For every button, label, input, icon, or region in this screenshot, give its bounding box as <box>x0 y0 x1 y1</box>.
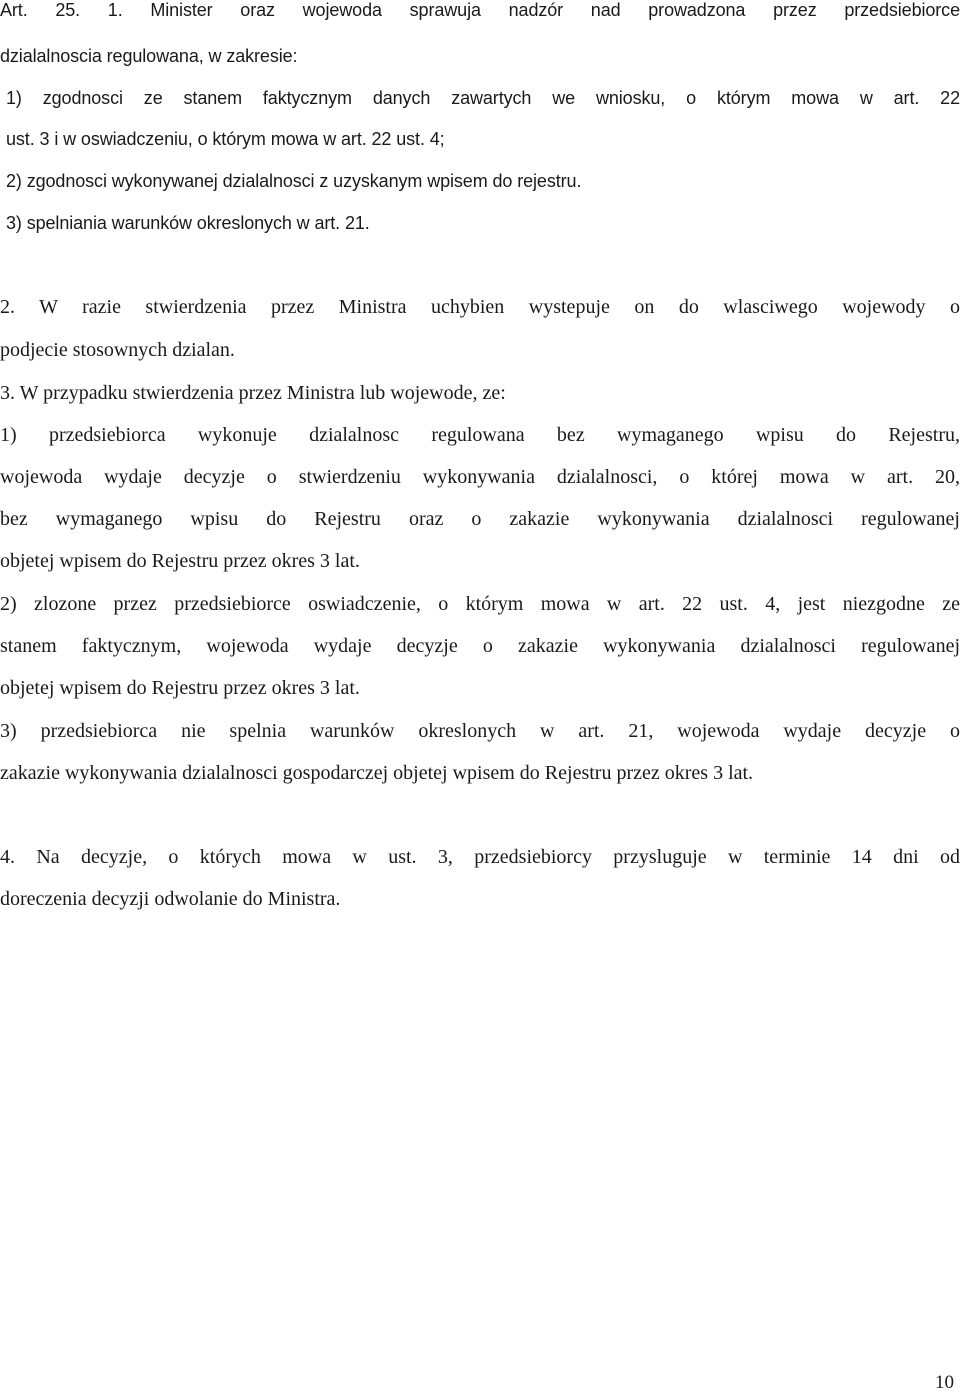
section-2-line-1: 2. W razie stwierdzenia przez Ministra uchybien wystepuje on do wlasciwego wojewody o <box>0 296 960 318</box>
section-3-point-1-line-2: wojewoda wydaje decyzje o stwierdzeniu wykonywania dzialalnosci, o której mowa w art. 20, <box>0 466 960 488</box>
section-3-intro: 3. W przypadku stwierdzenia przez Ministra lub wojewode, ze: <box>0 382 506 404</box>
section-4-line-1: 4. Na decyzje, o których mowa w ust. 3, przedsiebiorcy przysluguje w terminie 14 dni od <box>0 846 960 868</box>
section-3-point-1-line-1: 1) przedsiebiorca wykonuje dzialalnosc regulowana bez wymaganego wpisu do Rejestru, <box>0 424 960 446</box>
art25-intro-line: dzialalnoscia regulowana, w zakresie: <box>0 46 298 66</box>
section-3-point-2-line-1: 2) zlozone przez przedsiebiorce oswiadczenie, o którym mowa w art. 22 ust. 4, jest niezgodne ze <box>0 593 960 615</box>
point-1-line-1: 1) zgodnosci ze stanem faktycznym danych zawartych we wniosku, o którym mowa w art. 22 <box>6 88 960 108</box>
section-4-line-2: doreczenia decyzji odwolanie do Ministra. <box>0 888 341 910</box>
point-3-line: 3) spelniania warunków okreslonych w art. 21. <box>6 213 370 233</box>
section-3-point-2-line-2: stanem faktycznym, wojewoda wydaje decyzje o zakazie wykonywania dzialalnosci regulowanej <box>0 635 960 657</box>
point-2-line: 2) zgodnosci wykonywanej dzialalnosci z uzyskanym wpisem do rejestru. <box>6 171 582 191</box>
point-1-line-2: ust. 3 i w oswiadczeniu, o którym mowa w art. 22 ust. 4; <box>6 129 445 149</box>
section-3-point-2-line-3: objetej wpisem do Rejestru przez okres 3 lat. <box>0 677 360 699</box>
section-3-point-3-line-1: 3) przedsiebiorca nie spelnia warunków okreslonych w art. 21, wojewoda wydaje decyzje o <box>0 720 960 742</box>
section-3-point-1-line-4: objetej wpisem do Rejestru przez okres 3 lat. <box>0 550 360 572</box>
section-3-point-1-line-3: bez wymaganego wpisu do Rejestru oraz o zakazie wykonywania dzialalnosci regulowanej <box>0 508 960 530</box>
page-number: 10 <box>935 1372 954 1393</box>
art25-heading-line: Art. 25. 1. Minister oraz wojewoda sprawuja nadzór nad prowadzona przez przedsiebiorce <box>0 0 960 20</box>
section-3-point-3-line-2: zakazie wykonywania dzialalnosci gospodarczej objetej wpisem do Rejestru przez okres 3 lat. <box>0 762 754 784</box>
section-2-line-2: podjecie stosownych dzialan. <box>0 339 235 361</box>
